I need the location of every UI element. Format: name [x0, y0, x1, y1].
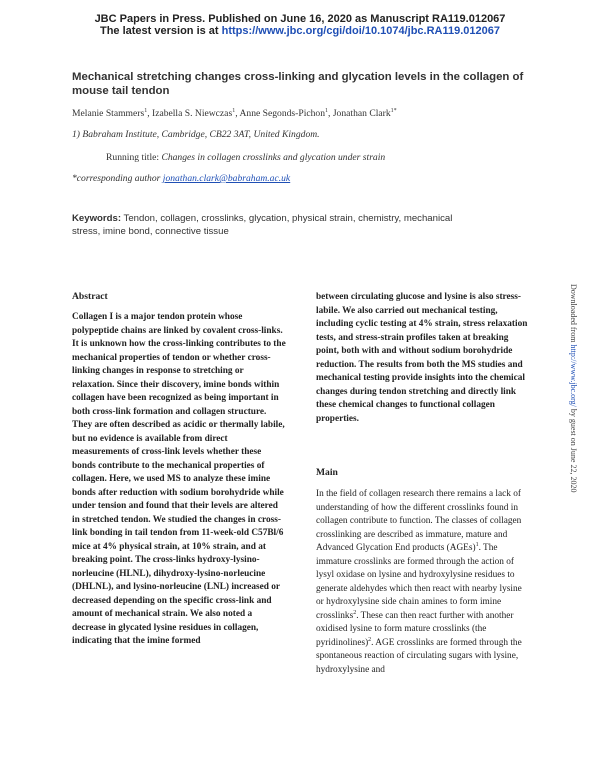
side-note-suffix: by guest on June 22, 2020 — [569, 406, 578, 493]
author-list: Melanie Stammers$^1$, Izabella S. Niewczas$^1$, Anne Segonds-Pichon$^1$, Jonathan Clark$^{1*}$ — [72, 107, 397, 119]
paper-title: Mechanical stretching changes cross-linking and glycation levels in the collagen of mouse tail tendon — [72, 71, 524, 97]
affiliation: 1) Babraham Institute, Cambridge, CB22 3AT, United Kingdom. — [72, 129, 320, 140]
citation-mark: 2 — [353, 609, 357, 616]
press-header-prefix: The latest version is at — [99, 25, 222, 37]
author-name: Izabella S. Niewczas — [152, 108, 233, 119]
author-name: Anne Segonds-Pichon — [239, 108, 326, 119]
running-title-label: Running title: — [106, 152, 162, 163]
abstract-heading: Abstract — [72, 291, 108, 302]
press-header-line2 — [0, 25, 600, 37]
download-side-note — [569, 284, 578, 492]
main-text-segment: In the field of collagen research there remains a lack of understanding of how the different crosslinks found in collagen contribute to function. The classes of collagen crosslinking are described as immature, mature and Advanced Glycation End products (AGEs) — [316, 489, 522, 553]
corresponding-author — [72, 173, 290, 184]
main-text-segment: . The immature crosslinks are formed through the action of lysyl oxidase on lysine and hydroxylysine residues to generate aldehydes which then react with nearby lysine or hydroxylysine side chain amines to form imine crosslinks — [316, 543, 522, 621]
keywords-text: Tendon, collagen, crosslinks, glycation, physical strain, chemistry, mechanical stress, imine bond, connective tissue — [72, 213, 453, 237]
main-text-segment: . AGE crosslinks are formed through the spontaneous reaction of circulating sugars with lysine, hydroxylysine and — [316, 637, 522, 675]
jbc-site-link[interactable]: http://www.jbc.org/ — [569, 344, 578, 407]
corresponding-email-link[interactable]: jonathan.clark@babraham.ac.uk — [162, 173, 291, 184]
running-title-text: Changes in collagen crosslinks and glycation under strain — [161, 152, 386, 163]
author-mark: 1 — [144, 107, 148, 114]
doi-link[interactable]: https://www.jbc.org/cgi/doi/10.1074/jbc.RA119.012067 — [221, 25, 501, 37]
author-name: Melanie Stammers — [72, 108, 145, 119]
press-header-line1: JBC Papers in Press. Published on June 16, 2020 as Manuscript RA119.012067 — [94, 13, 506, 25]
author-mark: 1* — [390, 107, 397, 114]
author-mark: 1 — [232, 107, 236, 114]
citation-mark: 1 — [475, 541, 479, 548]
author-name: Jonathan Clark — [332, 108, 391, 119]
author-mark: 1 — [325, 107, 329, 114]
abstract-text-right — [316, 291, 530, 426]
main-heading: Main — [316, 467, 338, 478]
side-note-prefix: Downloaded from — [569, 284, 578, 345]
abstract-text-left — [72, 311, 286, 649]
citation-mark: 2 — [368, 636, 372, 643]
abstract-paragraph-2: between circulating glucose and lysine is also stress-labile. We also carried out mechanical testing, including cyclic testing at 4% strain, stress relaxation tests, and stress-strain profiles taken at breaking point, both with and without sodium borohydride reduction. The results from both the MS studies and mechanical testing provide insights into the chemical changes during tendon stretching and directly link these chemical changes to functional collagen properties. — [316, 292, 528, 424]
keywords — [72, 212, 482, 238]
abstract-paragraph-1: Collagen I is a major tendon protein whose polypeptide chains are linked by covalent cross-links. It is unknown how the cross-linking contributes to the mechanical properties of tendon or whether cross-linking changes in response to stretching or relaxation. Since their discovery, imine bonds within collagen have been recognized as being important in both cross-link formation and collagen structure. They are often described as acidic or thermally labile, but no evidence is available from direct measurements of cross-link levels whether these bonds contribute to the mechanical properties of collagen. Here, we used MS to analyze these imine bonds after reduction with sodium borohydride while under tension and found that their levels are altered in stretched tendon. We studied the changes in cross-link bonding in tail tendon from 11-week-old C57Bl/6 mice at 4% physical strain, at 10% strain, and at breaking point. The cross-links hydroxy-lysino-norleucine (HLNL), dihydroxy-lysino-norleucine (DHLNL), and lysino-norleucine (LNL) increased or decreased depending on the specific cross-link and amount of mechanical strain. We also noted a decrease in glycated lysine residues in collagen, indicating that the imine formed — [72, 312, 286, 646]
main-text — [316, 488, 530, 677]
running-title — [106, 152, 385, 163]
corresponding-label: *corresponding author — [72, 173, 163, 184]
main-text-segment: . These can then react further with another oxidised lysine to form mature crosslinks (the pyridinolines) — [316, 610, 514, 648]
main-paragraph — [316, 488, 530, 677]
keywords-label: Keywords: — [72, 213, 122, 224]
